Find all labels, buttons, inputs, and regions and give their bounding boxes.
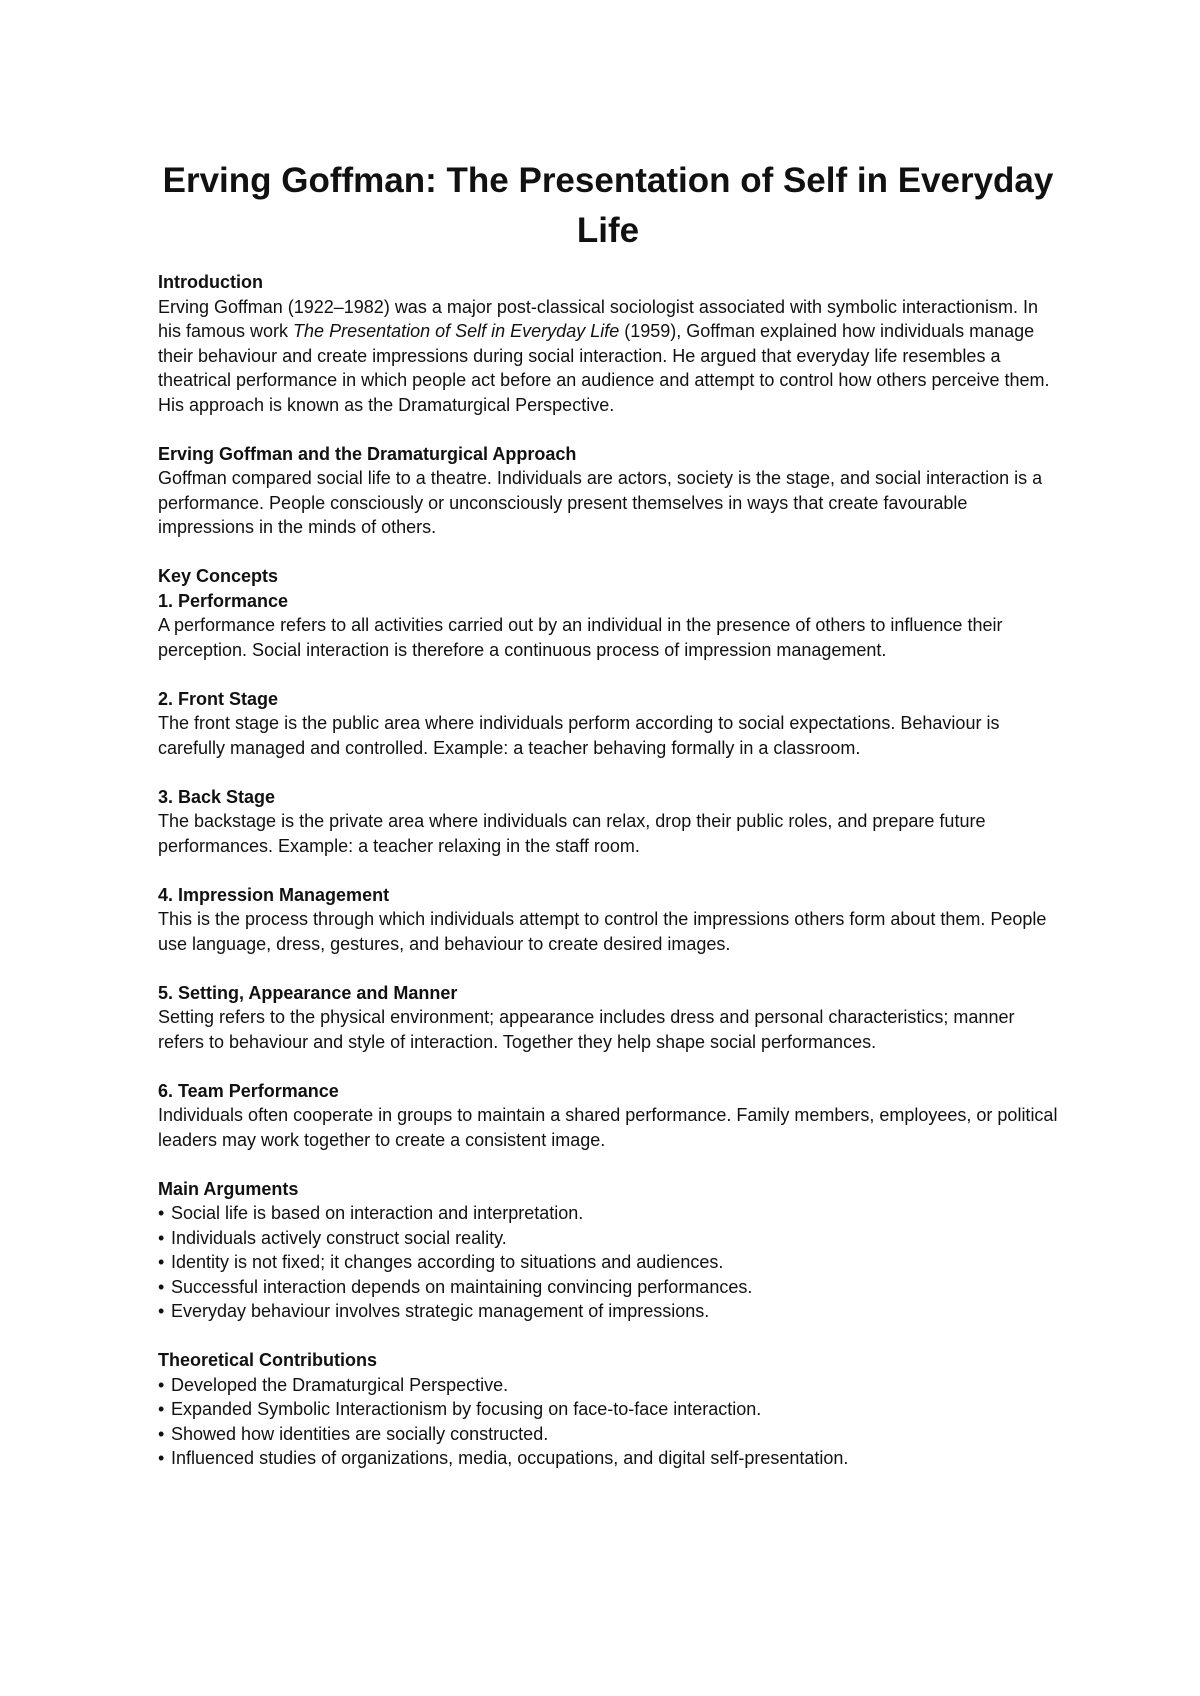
theoretical-contributions-list xyxy=(158,1373,1058,1471)
list-item-text: Developed the Dramaturgical Perspective. xyxy=(171,1374,509,1395)
introduction-heading: Introduction xyxy=(158,272,263,292)
concept-heading-team-performance: 6. Team Performance xyxy=(158,1080,339,1101)
document-title: Erving Goffman: The Presentation of Self in Everyday Life xyxy=(162,161,1054,250)
bullet-icon: • xyxy=(158,1227,165,1248)
document-page xyxy=(158,156,1058,1471)
book-title: The Presentation of Self in Everyday Life xyxy=(293,321,620,341)
bullet-icon: • xyxy=(158,1423,165,1444)
title-spacer xyxy=(158,256,1058,270)
concept-text-front-stage: The front stage is the public area where individuals perform according to social expectations. Behaviour is carefully managed and controlled. Example: a teacher behaving formally in a classroom. xyxy=(158,713,1000,758)
bullet-icon: • xyxy=(158,1203,165,1223)
list-item xyxy=(158,1397,1058,1422)
concept-heading-setting-appearance-manner: 5. Setting, Appearance and Manner xyxy=(158,982,458,1003)
bullet-icon: • xyxy=(158,1301,165,1321)
key-concepts-section xyxy=(158,564,1058,662)
concept-heading-back-stage: 3. Back Stage xyxy=(158,786,276,807)
concept-text-impression-management: This is the process through which individuals attempt to control the impressions others form about them. People use language, dress, gestures, and behaviour to create desired images. xyxy=(158,909,1047,954)
main-arguments-list xyxy=(158,1201,1058,1324)
list-item-text: Social life is based on interaction and interpretation. xyxy=(171,1203,584,1223)
concept-heading-performance: 1. Performance xyxy=(158,590,289,611)
list-item xyxy=(158,1275,1058,1300)
theoretical-contributions-section xyxy=(158,1348,1058,1471)
list-item xyxy=(158,1446,1058,1471)
list-item-text: Showed how identities are socially constructed. xyxy=(171,1423,549,1444)
list-item xyxy=(158,1422,1058,1447)
list-item-text: Successful interaction depends on maintaining convincing performances. xyxy=(171,1276,753,1297)
concept-heading-impression-management: 4. Impression Management xyxy=(158,884,390,905)
key-concepts-heading: Key Concepts xyxy=(158,566,279,586)
list-item-text: Everyday behaviour involves strategic management of impressions. xyxy=(171,1301,710,1321)
list-item-text: Influenced studies of organizations, media, occupations, and digital self-presentation. xyxy=(171,1448,849,1468)
bullet-icon: • xyxy=(158,1252,165,1272)
main-arguments-heading: Main Arguments xyxy=(158,1178,299,1199)
list-item-text: Individuals actively construct social reality. xyxy=(171,1227,507,1248)
list-item xyxy=(158,1226,1058,1251)
theoretical-contributions-heading: Theoretical Contributions xyxy=(158,1350,378,1370)
introduction-text-before: Erving Goffman (1922–1982) was a major post-classical sociologist associated with symbolic interactionism. In his famous work xyxy=(158,296,1039,341)
list-item xyxy=(158,1201,1058,1226)
bullet-icon: • xyxy=(158,1448,165,1468)
dramaturgical-paragraph: Goffman compared social life to a theatre. Individuals are actors, society is the stage, and social interaction is a performance. People consciously or unconsciously present themselves in ways that create favourable impressions in the minds of others. xyxy=(158,468,1043,537)
introduction-section xyxy=(158,270,1058,417)
concept-text-back-stage: The backstage is the private area where individuals can relax, drop their public roles, and prepare future performances. Example: a teacher relaxing in the staff room. xyxy=(158,811,986,856)
introduction-paragraph xyxy=(158,295,1058,418)
list-item xyxy=(158,1373,1058,1398)
list-item-text: Expanded Symbolic Interactionism by focusing on face-to-face interaction. xyxy=(171,1399,762,1419)
list-item xyxy=(158,1250,1058,1275)
bullet-icon: • xyxy=(158,1399,165,1419)
concept-text-performance: A performance refers to all activities carried out by an individual in the presence of others to influence their perception. Social interaction is therefore a continuous process of impression management. xyxy=(158,615,1003,660)
introduction-text-after: (1959), Goffman explained how individuals manage their behaviour and create impressions during social interaction. He argued that everyday life resembles a theatrical performance in which people act before an audience and attempt to control how others perceive them. His approach is known as the Dramaturgical Perspective. xyxy=(158,321,1050,415)
main-arguments-section xyxy=(158,1177,1058,1324)
dramaturgical-section xyxy=(158,442,1058,540)
list-item-text: Identity is not fixed; it changes according to situations and audiences. xyxy=(171,1252,724,1272)
concept-back-stage xyxy=(158,785,1058,859)
concept-setting-appearance-manner xyxy=(158,981,1058,1055)
concept-front-stage xyxy=(158,687,1058,761)
list-item xyxy=(158,1299,1058,1324)
concept-text-setting-appearance-manner: Setting refers to the physical environment; appearance includes dress and personal characteristics; manner refers to behaviour and style of interaction. Together they help shape social performances. xyxy=(158,1007,1015,1052)
bullet-icon: • xyxy=(158,1374,165,1395)
concept-impression-management xyxy=(158,883,1058,957)
concept-team-performance xyxy=(158,1079,1058,1153)
concept-heading-front-stage: 2. Front Stage xyxy=(158,688,279,709)
bullet-icon: • xyxy=(158,1276,165,1297)
dramaturgical-heading: Erving Goffman and the Dramaturgical Approach xyxy=(158,443,577,464)
concept-text-team-performance: Individuals often cooperate in groups to maintain a shared performance. Family members, employees, or political leaders may work together to create a consistent image. xyxy=(158,1105,1058,1150)
